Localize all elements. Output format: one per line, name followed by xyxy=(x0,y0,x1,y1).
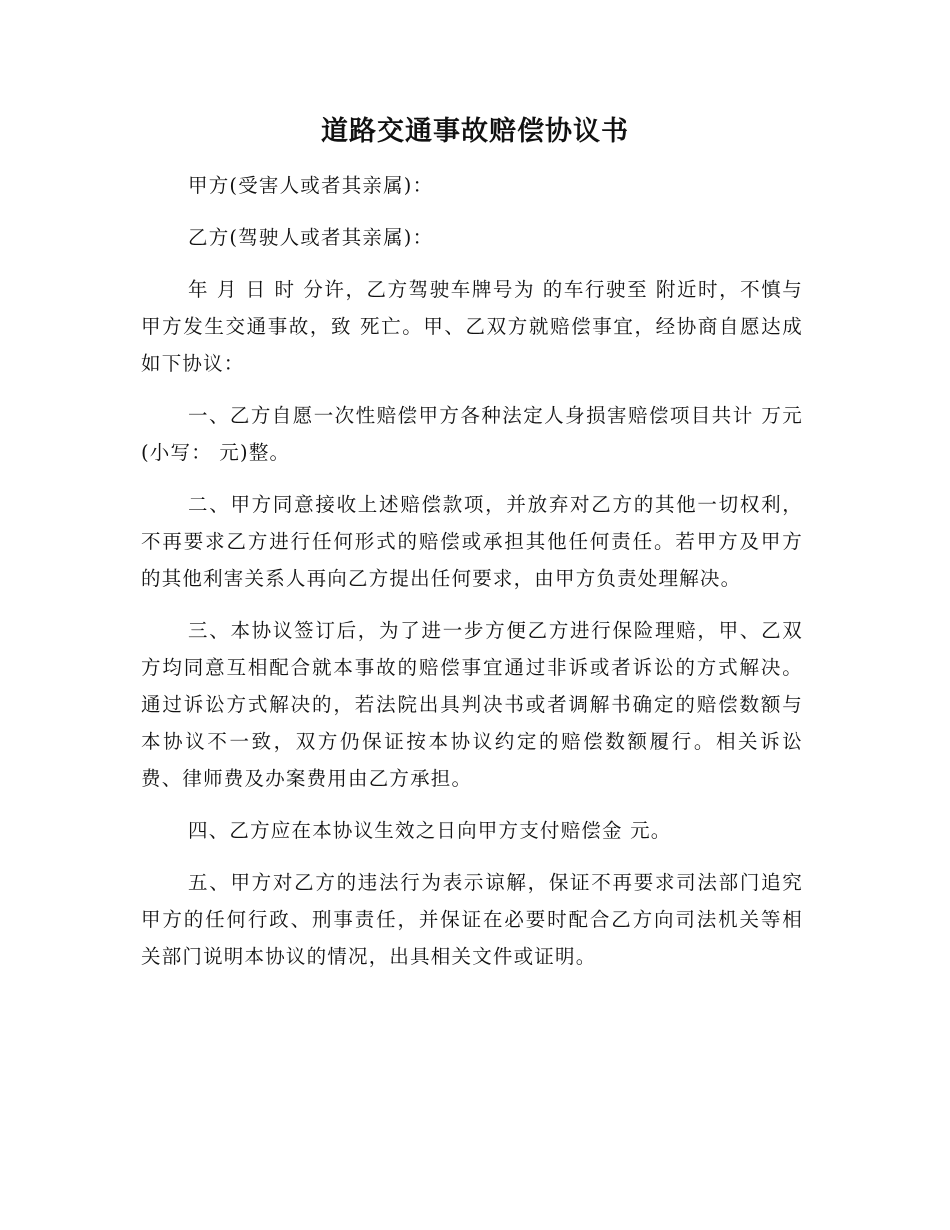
document-title: 道路交通事故赔偿协议书 xyxy=(321,116,629,147)
preamble-paragraph: 年 月 日 时 分许，乙方驾驶车牌号为 的车行驶至 附近时，不慎与甲方发生交通事故，致 死亡。甲、乙双方就赔偿事宜，经协商自愿达成如下协议： xyxy=(141,278,803,375)
clause-4-paragraph: 四、乙方应在本协议生效之日向甲方支付赔偿金 元。 xyxy=(188,819,672,842)
clause-5-paragraph: 五、甲方对乙方的违法行为表示谅解，保证不再要求司法部门追究甲方的任何行政、刑事责任，并保证在必要时配合乙方向司法机关等相关部门说明本协议的情况，出具相关文件或证明。 xyxy=(141,871,803,968)
party-a-line: 甲方(受害人或者其亲属)： xyxy=(188,174,434,197)
document-body xyxy=(141,167,803,990)
clause-1-paragraph: 一、乙方自愿一次性赔偿甲方各种法定人身损害赔偿项目共计 万元(小写： 元)整。 xyxy=(141,404,803,464)
clause-3-paragraph: 三、本协议签订后，为了进一步方便乙方进行保险理赔，甲、乙双方均同意互相配合就本事故的赔偿事宜通过非诉或者诉讼的方式解决。通过诉讼方式解决的，若法院出具判决书或者调解书确定的赔偿数额与本协议不一致，双方仍保证按本协议约定的赔偿数额履行。相关诉讼费、律师费及办案费用由乙方承担。 xyxy=(141,619,803,790)
party-b-line: 乙方(驾驶人或者其亲属)： xyxy=(188,226,434,249)
clause-2-paragraph: 二、甲方同意接收上述赔偿款项，并放弃对乙方的其他一切权利，不再要求乙方进行任何形式的赔偿或承担其他任何责任。若甲方及甲方的其他利害关系人再向乙方提出任何要求，由甲方负责处理解决。 xyxy=(141,493,803,590)
